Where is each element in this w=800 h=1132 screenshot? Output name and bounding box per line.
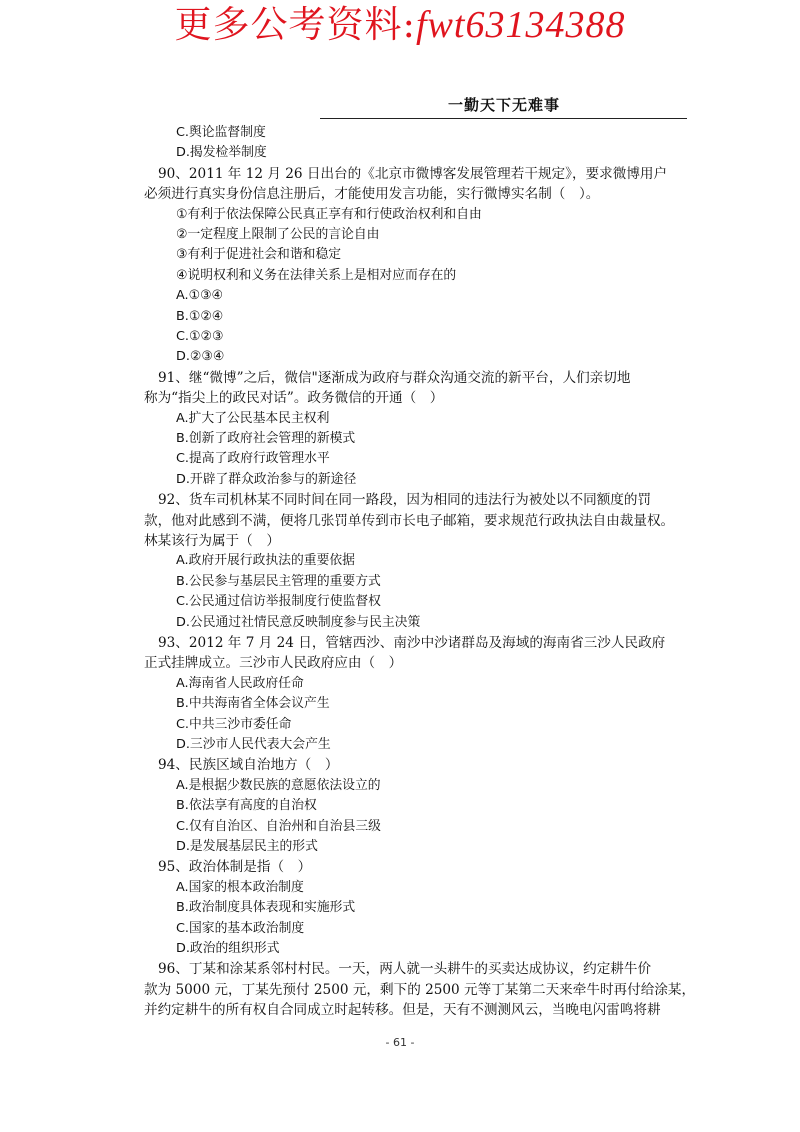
answer-option-line: D.开辟了群众政治参与的新途径 [176, 471, 357, 487]
answer-option-line: D.揭发检举制度 [176, 145, 267, 161]
answer-option-line: D.三沙市人民代表大会产生 [176, 737, 331, 752]
answer-option-line: C.舆论监督制度 [176, 125, 266, 140]
answer-option-line: C.中共三沙市委任命 [176, 716, 292, 732]
question-continuation-line: 正式挂牌成立。三沙市人民政府应由（ ） [144, 655, 403, 672]
answer-option-line: D.政治的组织形式 [176, 941, 280, 956]
answer-option-line: B.创新了政府社会管理的新模式 [176, 431, 356, 446]
question-line: 96、丁某和涂某系邻村村民。一天，两人就一头耕牛的买卖达成协议，约定耕牛价 [158, 961, 652, 978]
answer-option-line: A.扩大了公民基本民主权利 [176, 410, 330, 426]
answer-option-line: ④说明权利和义务在法律关系上是相对应而存在的 [176, 267, 457, 283]
promo-banner [0, 2, 800, 48]
answer-option-line: D.公民通过社情民意反映制度参与民主决策 [176, 614, 421, 630]
question-line: 92、货车司机林某不同时间在同一路段，因为相同的违法行为被处以不同额度的罚 [158, 492, 652, 509]
answer-option-line: C.公民通过信访举报制度行使监督权 [176, 594, 381, 610]
answer-option-line: C.提高了政府行政管理水平 [176, 451, 330, 467]
question-continuation-line: 称为“指尖上的政民对话”。政务微信的开通（ ） [144, 390, 444, 407]
answer-option-line: A.国家的根本政治制度 [176, 879, 304, 895]
answer-option-line: B.中共海南省全体会议产生 [176, 696, 330, 712]
answer-option-line: A.是根据少数民族的意愿依法设立的 [176, 777, 381, 793]
banner-prefix: 更多公考资料: [174, 3, 416, 46]
question-continuation-line: 款，他对此感到不满，便将几张罚单传到市长电子邮箱，要求规范行政执法自由裁量权。 [144, 512, 675, 529]
answer-option-line: B.公民参与基层民主管理的重要方式 [176, 573, 381, 589]
answer-option-line: ②一定程度上限制了公民的言论自由 [176, 227, 380, 242]
question-line: 94、民族区域自治地方（ ） [158, 757, 339, 774]
question-line: 95、政治体制是指（ ） [158, 859, 312, 876]
question-continuation-line: 并约定耕牛的所有权自合同成立时起转移。但是，天有不测测风云，当晚电闪雷鸣将耕 [144, 1002, 661, 1019]
answer-option-line: A.海南省人民政府任命 [176, 675, 304, 691]
header-motto: 一勤天下无难事 [447, 96, 560, 114]
answer-option-line: A.政府开展行政执法的重要依据 [176, 553, 355, 569]
question-line: 91、继“微博”之后，微信"逐渐成为政府与群众沟通交流的新平台，人们亲切地 [158, 369, 631, 386]
answer-option-line: ③有利于促进社会和谐和稳定 [176, 247, 342, 263]
answer-option-line: C.仅有自治区、自治州和自治县三级 [176, 818, 381, 834]
answer-option-line: C.①②③ [176, 329, 224, 344]
answer-option-line: ①有利于依法保障公民真正享有和行使政治权利和自由 [176, 206, 482, 222]
question-continuation-line: 必须进行真实身份信息注册后，才能使用发言功能，实行微博实名制（ ）。 [144, 186, 600, 203]
answer-option-line: C.国家的基本政治制度 [176, 920, 305, 936]
question-continuation-line: 款为 5000 元，丁某先预付 2500 元，剩下的 2500 元等丁某第二天来牵牛时再付给涂某， [144, 981, 696, 998]
question-line: 90、2011 年 12 月 26 日出台的《北京市微博客发展管理若干规定》，要求微博用户 [158, 165, 668, 182]
answer-option-line: A.①③④ [176, 288, 224, 304]
page-number: - 61 - [385, 1036, 415, 1049]
answer-option-line: B.政治制度具体表现和实施形式 [176, 900, 356, 916]
banner-contact: fwt63134388 [416, 4, 626, 46]
question-continuation-line: 林某该行为属于（ ） [144, 533, 280, 549]
answer-option-line: B.①②④ [176, 308, 224, 324]
answer-option-line: D.是发展基层民主的形式 [176, 839, 318, 854]
answer-option-line: D.②③④ [176, 349, 225, 365]
page-header [320, 94, 687, 119]
question-line: 93、2012 年 7 月 24 日，管辖西沙、南沙中沙诸群岛及海域的海南省三沙人民政府 [158, 635, 666, 651]
answer-option-line: B.依法享有高度的自治权 [176, 798, 317, 814]
